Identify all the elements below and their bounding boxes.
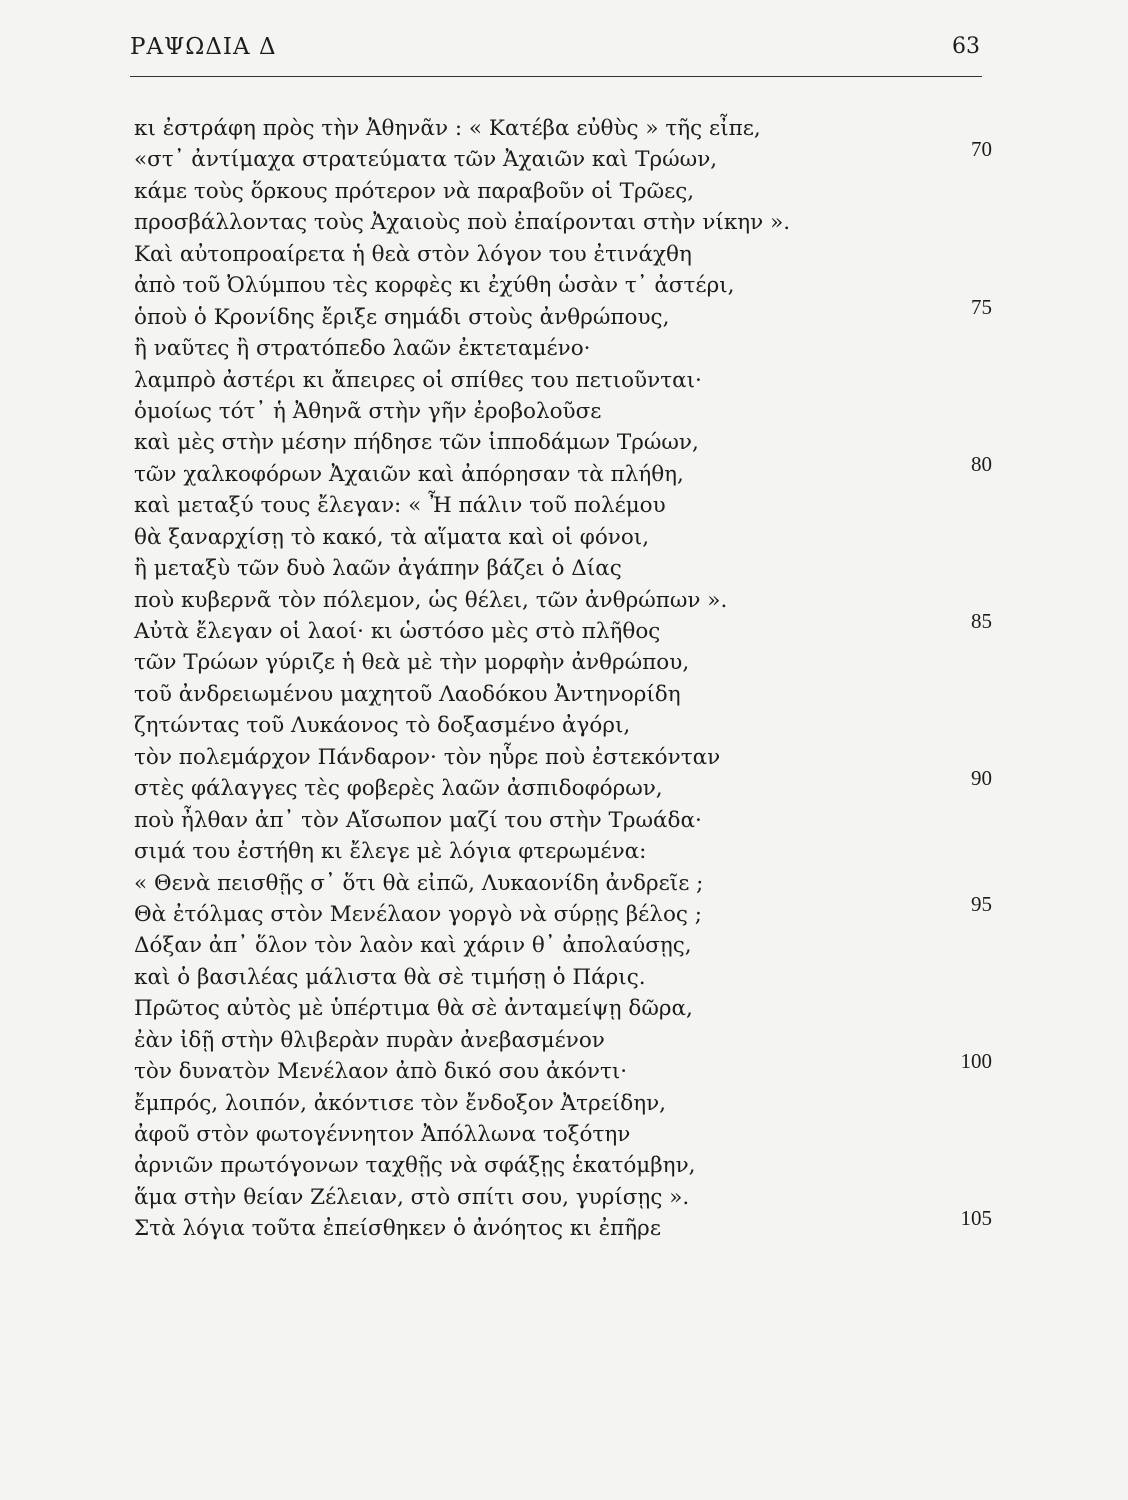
verse-text: τῶν Τρώων γύριζε ἡ θεὰ μὲ τὴν μορφὴν ἀνθρώπου, [134, 650, 690, 676]
verse-line [134, 647, 992, 678]
verse-line [134, 207, 992, 238]
verse-text: Καὶ αὐτοπροαίρετα ἡ θεὰ στὸν λόγον του ἐτινάχθη [134, 241, 692, 267]
verse-text: σιμά του ἐστήθη κι ἔλεγε μὲ λόγια φτερωμένα: [134, 839, 647, 865]
verse-text: ἀρνιῶν πρωτόγονων ταχθῇς νὰ σφάξῃς ἑκατόμβην, [134, 1153, 696, 1179]
chapter-title: ΡΑΨΩΔΙΑ Δ [130, 34, 277, 60]
verse-line [134, 962, 992, 993]
verse-line [134, 836, 992, 867]
verse-text: ἀπὸ τοῦ Ὀλύμπου τὲς κορφὲς κι ἐχύθη ὡσὰν τ᾿ ἀστέρι, [134, 273, 735, 299]
line-number: 80 [971, 451, 992, 476]
verse-text: Δόξαν ἀπ᾿ ὅλον τὸν λαὸν καὶ χάριν θ᾿ ἀπολαύσῃς, [134, 933, 692, 959]
poem-body [134, 113, 992, 1245]
verse-text: λαμπρὸ ἀστέρι κι ἄπειρες οἱ σπίθες του πετιοῦνται· [134, 367, 702, 393]
verse-text: ἢ μεταξὺ τῶν δυὸ λαῶν ἀγάπην βάζει ὁ Δίας [134, 556, 622, 582]
verse-line [134, 1025, 992, 1056]
line-number: 100 [960, 1049, 992, 1074]
verse-text: ἔμπρός, λοιπόν, ἀκόντισε τὸν ἔνδοξον Ἀτρείδην, [134, 1090, 666, 1116]
verse-text: καὶ μεταξύ τους ἔλεγαν: « Ἦ πάλιν τοῦ πολέμου [134, 493, 666, 519]
verse-line [134, 137, 992, 175]
verse-line [134, 239, 992, 270]
verse-text: τοῦ ἀνδρειωμένου μαχητοῦ Λαοδόκου Ἀντηνορίδη [134, 681, 681, 707]
running-header [130, 34, 982, 78]
verse-line [134, 868, 992, 899]
line-number: 90 [971, 766, 992, 791]
verse-text: καὶ ὁ βασιλέας μάλιστα θὰ σὲ τιμήσῃ ὁ Πάρις. [134, 964, 646, 990]
verse-line [134, 742, 992, 773]
verse-line [134, 609, 992, 647]
verse-line [134, 113, 992, 144]
line-number: 75 [971, 294, 992, 319]
verse-line [134, 270, 992, 301]
verse-line [134, 1182, 992, 1213]
verse-line [134, 396, 992, 427]
verse-line [134, 1150, 992, 1181]
verse-line [134, 679, 992, 710]
verse-line [134, 993, 992, 1024]
verse-line [134, 766, 992, 804]
line-number: 85 [971, 609, 992, 633]
verse-text: Στὰ λόγια τοῦτα ἐπείσθηκεν ὁ ἀνόητος κι ἐπῆρε [134, 1216, 661, 1242]
verse-line [134, 427, 992, 458]
verse-line [134, 710, 992, 741]
line-number: 95 [971, 891, 992, 916]
verse-line [134, 365, 992, 396]
verse-text: « Θενὰ πεισθῇς σ᾿ ὅτι θὰ εἰπῶ, Λυκαονίδη ἀνδρεῖε ; [134, 870, 704, 896]
page-number: 63 [952, 34, 980, 59]
verse-line [134, 553, 992, 584]
verse-line [134, 1119, 992, 1150]
verse-text: προσβάλλοντας τοὺς Ἀχαιοὺς ποὺ ἐπαίρονται στὴν νίκην ». [134, 210, 791, 236]
verse-text: κι ἐστράφη πρὸς τὴν Ἀθηνᾶν : « Κατέβα εὐθὺς » τῆς εἶπε, [134, 116, 761, 141]
verse-text: στὲς φάλαγγες τὲς φοβερὲς λαῶν ἀσπιδοφόρων, [134, 776, 663, 802]
verse-line [134, 585, 992, 616]
verse-line [134, 176, 992, 207]
verse-line [134, 1088, 992, 1119]
verse-text: ἅμα στὴν θείαν Ζέλειαν, στὸ σπίτι σου, γυρίσῃς ». [134, 1184, 690, 1210]
verse-text: ἐὰν ἰδῇ στὴν θλιβερὰν πυρὰν ἀνεβασμένον [134, 1027, 605, 1053]
verse-line [134, 490, 992, 521]
verse-line [134, 805, 992, 836]
verse-text: τῶν χαλκοφόρων Ἀχαιῶν καὶ ἀπόρησαν τὰ πλήθη, [134, 461, 684, 487]
verse-text: ποὺ ἦλθαν ἀπ᾿ τὸν Αἴσωπον μαζί του στὴν Τρωάδα· [134, 807, 702, 833]
verse-line [134, 294, 992, 333]
verse-line [134, 451, 992, 490]
verse-line [134, 1206, 992, 1244]
verse-line [134, 891, 992, 930]
verse-text: κάμε τοὺς ὅρκους πρότερον νὰ παραβοῦν οἱ Τρῶες, [134, 178, 695, 204]
verse-line [134, 930, 992, 961]
verse-text: ποὺ κυβερνᾶ τὸν πόλεμον, ὡς θέλει, τῶν ἀνθρώπων ». [134, 587, 728, 613]
verse-text: τὸν δυνατὸν Μενέλαον ἀπὸ δικό σου ἀκόντι· [134, 1059, 628, 1085]
line-number: 105 [960, 1206, 992, 1231]
verse-text: Θὰ ἐτόλμας στὸν Μενέλαον γοργὸ νὰ σύρῃς βέλος ; [134, 901, 703, 927]
verse-text: Αὐτὰ ἔλεγαν οἱ λαοί· κι ὡστόσο μὲς στὸ πλῆθος [134, 619, 661, 644]
verse-text: ζητώντας τοῦ Λυκάονος τὸ δοξασμένο ἀγόρι, [134, 713, 631, 739]
verse-text: «στ᾿ ἀντίμαχα στρατεύματα τῶν Ἀχαιῶν καὶ Τρώων, [134, 147, 718, 173]
header-rule [130, 76, 982, 77]
verse-text: ὁποὺ ὁ Κρονίδης ἔριξε σημάδι στοὺς ἀνθρώπους, [134, 304, 670, 330]
verse-text: τὸν πολεμάρχον Πάνδαρον· τὸν ηὗρε ποὺ ἐστεκόνταν [134, 744, 721, 770]
verse-line [134, 1049, 992, 1087]
verse-text: θὰ ξαναρχίσῃ τὸ κακό, τὰ αἵματα καὶ οἱ φόνοι, [134, 524, 650, 550]
verse-text: ἢ ναῦτες ἢ στρατόπεδο λαῶν ἐκτεταμένο· [134, 336, 591, 362]
verse-text: καὶ μὲς στὴν μέσην πήδησε τῶν ἱπποδάμων Τρώων, [134, 430, 699, 456]
verse-line [134, 333, 992, 364]
verse-text: ὁμοίως τότ᾿ ἡ Ἀθηνᾶ στὴν γῆν ἐροβολοῦσε [134, 398, 602, 424]
line-number: 70 [971, 137, 992, 162]
verse-text: ἀφοῦ στὸν φωτογέννητον Ἀπόλλωνα τοξότην [134, 1122, 631, 1147]
verse-text: Πρῶτος αὐτὸς μὲ ὑπέρτιμα θὰ σὲ ἀνταμείψῃ δῶρα, [134, 996, 693, 1022]
verse-line [134, 522, 992, 553]
